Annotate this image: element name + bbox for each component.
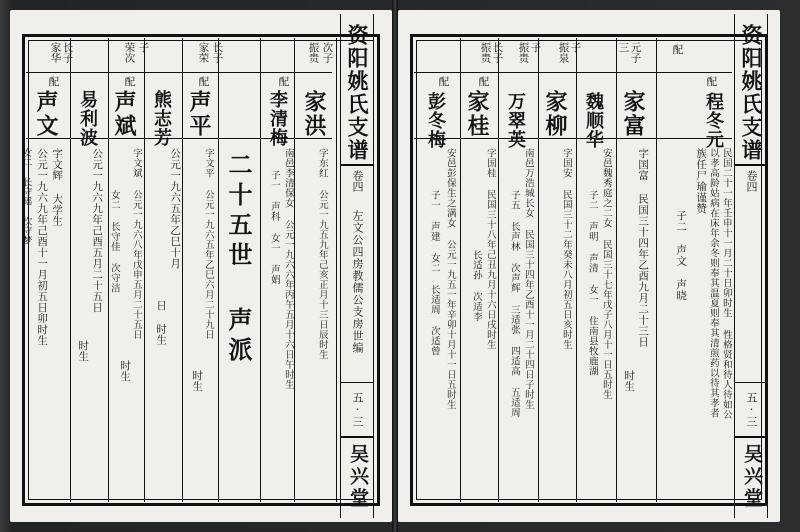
person-name: 家富 — [620, 90, 646, 138]
column-divider — [616, 38, 617, 502]
father-line: 长子 — [211, 42, 224, 63]
right-header-band — [734, 14, 768, 518]
person-detail: 时生 — [119, 360, 132, 382]
band-rule — [735, 164, 767, 166]
person-detail: 公元一九六九年己酉五月二十五日 — [91, 148, 104, 313]
pei-label: 配 — [705, 76, 718, 87]
person-name: 程冬元 — [703, 92, 724, 149]
person-detail: 女二 长守瑶 次守梦 — [21, 148, 32, 245]
column-divider — [336, 38, 337, 502]
father-line: 振贵 — [307, 42, 320, 63]
pei-label: 配 — [437, 76, 450, 87]
person-detail: 长适孙 次适李 — [470, 250, 482, 322]
left-header-band — [340, 14, 374, 518]
person-detail: 子一 声建 女二 长适周 次适曾 — [428, 190, 440, 356]
father-line: 元子 — [629, 42, 642, 63]
person-detail: 民国二十一年壬申十一月二十日卯时生 性格贤和待人待如公 — [720, 148, 732, 420]
header-rule — [414, 72, 732, 73]
band-rule — [735, 382, 767, 383]
column-divider — [460, 38, 461, 502]
header-rule — [26, 72, 332, 73]
person-detail: 安邑彭保生之满女 公元一九五一年辛卯十月十一日五时生 — [444, 148, 456, 410]
column-divider — [576, 38, 577, 502]
name-rule — [414, 138, 732, 139]
father-line: 振贵 — [479, 42, 492, 63]
person-name: 李清梅 — [267, 90, 288, 147]
person-name: 彭冬梅 — [425, 92, 446, 149]
person-detail: 日 时生 — [155, 300, 168, 346]
band-rule — [735, 436, 767, 438]
person-detail: 字文平 公元一九六五年乙巳六月二十九日 — [202, 148, 214, 340]
father-line: 子 — [569, 42, 582, 53]
father-line: 长子 — [61, 42, 74, 63]
band-rule — [341, 382, 373, 383]
person-detail: 族任尸瑜谨赞 — [695, 148, 708, 214]
person-detail: 字文斌 公元一九六八年戊申五月二十五日 — [130, 148, 142, 340]
hall-name: 吴兴堂 — [347, 444, 369, 510]
generation-title: 二十五世 声派 — [224, 152, 253, 367]
person-detail: 字国桂 民国三十八年己丑九月十六日戌时生 — [484, 148, 496, 350]
person-detail: 时生 — [623, 370, 636, 392]
person-detail: 字文辉 大学生 — [51, 148, 64, 227]
father-line: 三 — [617, 42, 630, 53]
person-name: 万翠英 — [505, 92, 526, 149]
person-detail: 时生 — [191, 370, 204, 392]
column-divider — [538, 38, 539, 502]
branch-note: 左文公四房教儒公支房世编 — [351, 210, 364, 354]
person-name: 易利波 — [77, 90, 98, 147]
person-detail: 公元一九六五年乙巳十月 — [169, 148, 182, 269]
father-line: 次子 — [321, 42, 334, 63]
father-line: 家华 — [49, 42, 62, 63]
page-number: 五·三 — [745, 392, 758, 427]
band-rule — [341, 436, 373, 438]
person-detail: 南邑万浩城长女 民国三十四年乙酉十一月二十四日子时生 — [522, 148, 534, 410]
book-title: 资阳姚氏支谱 — [345, 24, 370, 162]
person-name: 家洪 — [301, 90, 327, 138]
person-detail: 时生 — [77, 340, 90, 362]
band-rule — [341, 164, 373, 166]
person-detail: 字国富 民国三十四年乙酉九月二十三日 — [637, 148, 650, 348]
father-line: 长子 — [491, 42, 504, 63]
right-page — [398, 10, 780, 522]
person-name: 声文 — [33, 90, 59, 138]
volume-label: 卷四 — [351, 170, 364, 192]
person-detail: 子一 声科 女一 声娟 — [268, 170, 280, 285]
person-name: 声斌 — [111, 90, 137, 138]
person-name: 魏顺华 — [583, 92, 604, 149]
column-divider — [294, 38, 295, 502]
person-detail: 子五 长声林 次声辉 三适张 四适高 五适周 — [508, 190, 520, 418]
volume-label: 卷四 — [745, 170, 758, 192]
father-line: 荣次 — [123, 42, 136, 63]
person-name: 家柳 — [542, 90, 568, 138]
left-page — [10, 10, 392, 522]
pei-label: 配 — [277, 76, 290, 87]
father-line: 振贵 — [517, 42, 530, 63]
person-detail: 子二 声明 声清 女一 住南县牧鹿湖 — [586, 190, 598, 376]
person-detail: 以孝高龄姑病在床年余冬则奉其温夏则奉其清煎药以待其孝者 — [707, 148, 719, 418]
hall-name: 吴兴堂 — [741, 444, 763, 510]
person-detail: 公元一九六九年己酉十一月初五日卯时生 — [36, 148, 49, 346]
father-line: 子 — [529, 42, 542, 53]
father-line: 家荣 — [197, 42, 210, 63]
column-divider — [498, 38, 499, 502]
person-name: 家桂 — [464, 90, 490, 138]
person-detail: 南邑李清保女 公元一九六六年丙午五月十六日午时生 — [282, 148, 294, 390]
person-detail: 子二 声文 声晓 — [675, 210, 688, 301]
pei-label: 配 — [197, 76, 210, 87]
pei-label: 配 — [671, 44, 684, 55]
person-detail: 安邑魏秀庭之二女 民国三十七年戊子八月十一日五时生 — [600, 148, 612, 400]
father-line: 子 — [137, 42, 150, 53]
book-title: 资阳姚氏支谱 — [739, 24, 764, 162]
person-detail: 女二 长守佳 次守洁 — [108, 190, 120, 293]
person-name: 声平 — [186, 90, 212, 138]
person-name: 熊志芳 — [151, 90, 172, 147]
father-line: 振泉 — [557, 42, 570, 63]
column-divider — [260, 38, 261, 502]
column-divider — [656, 38, 657, 502]
column-divider — [182, 38, 183, 502]
column-divider — [70, 38, 71, 502]
person-detail: 字东红 公元一九五九年己亥正月十三日辰时生 — [316, 148, 328, 360]
column-divider — [218, 38, 219, 502]
pei-label: 配 — [123, 76, 136, 87]
pei-label: 配 — [477, 76, 490, 87]
person-detail: 字国安 民国三十二年癸未八月初五日亥时生 — [560, 148, 572, 350]
pei-label: 配 — [47, 76, 60, 87]
page-number: 五·三 — [351, 392, 364, 427]
column-divider — [144, 38, 145, 502]
